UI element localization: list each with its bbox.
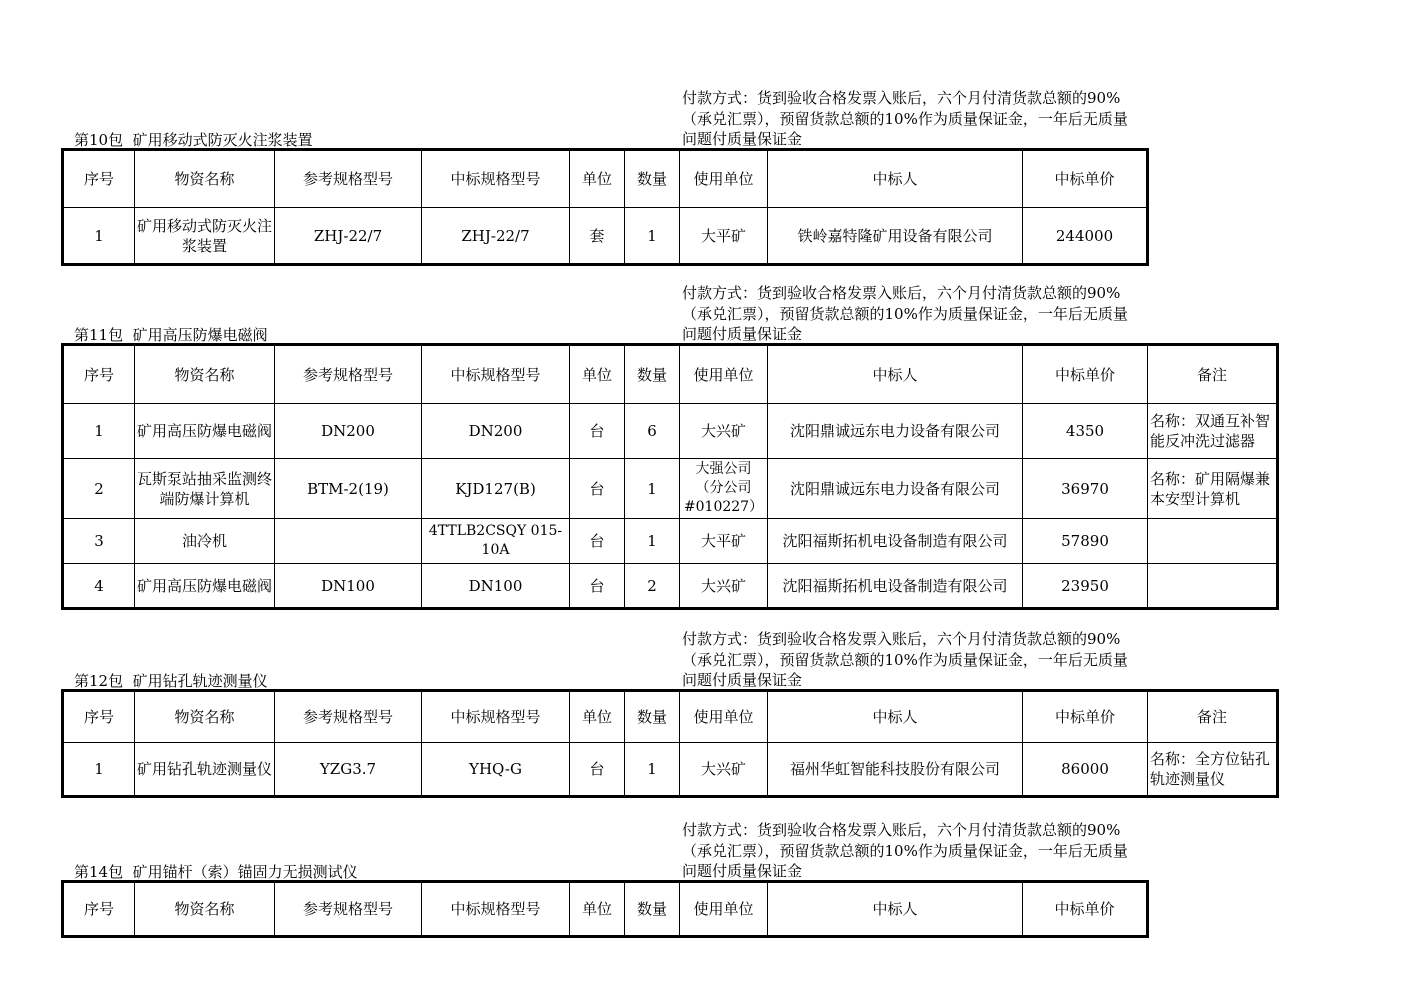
cell-qty: 6 [625, 404, 680, 459]
cell-user: 大强公司（分公司#010227） [680, 459, 768, 519]
header-cell: 数量 [625, 691, 680, 743]
cell-remark [1148, 564, 1278, 609]
cell-user: 大平矿 [680, 519, 768, 564]
header-cell: 中标规格型号 [422, 882, 570, 937]
cell-winner: 沈阳福斯拓机电设备制造有限公司 [768, 519, 1023, 564]
cell-unit: 台 [570, 404, 625, 459]
cell-qty: 1 [625, 208, 680, 265]
header-cell: 中标人 [768, 882, 1023, 937]
cell-unit: 套 [570, 208, 625, 265]
cell-bid-spec: DN200 [422, 404, 570, 459]
cell-qty: 1 [625, 459, 680, 519]
cell-no: 2 [63, 459, 135, 519]
section-title: 第12包 矿用钻孔轨迹测量仪 [74, 672, 268, 690]
cell-price: 86000 [1023, 743, 1148, 797]
payment-terms: 付款方式：货到验收合格发票入账后，六个月付清货款总额的90%（承兑汇票），预留货款总额的10%作为质量保证金，一年后无质量问题付质量保证金 [682, 630, 1128, 689]
cell-bid-spec: 4TTLB2CSQY 015-10A [422, 519, 570, 564]
header-cell: 数量 [625, 150, 680, 208]
cell-price: 4350 [1023, 404, 1148, 459]
cell-ref-spec: YZG3.7 [275, 743, 422, 797]
header-cell: 序号 [63, 691, 135, 743]
header-cell: 中标单价 [1023, 691, 1148, 743]
section-title: 第11包 矿用高压防爆电磁阀 [74, 326, 268, 344]
cell-user: 大兴矿 [680, 564, 768, 609]
cell-unit: 台 [570, 519, 625, 564]
cell-bid-spec: ZHJ-22/7 [422, 208, 570, 265]
table-row [63, 743, 1278, 797]
cell-no: 1 [63, 743, 135, 797]
cell-price: 36970 [1023, 459, 1148, 519]
cell-remark: 名称：矿用隔爆兼本安型计算机 [1148, 459, 1278, 519]
header-cell: 单位 [570, 150, 625, 208]
header-cell: 物资名称 [135, 150, 275, 208]
header-cell: 参考规格型号 [275, 150, 422, 208]
header-cell: 中标单价 [1023, 345, 1148, 404]
cell-user: 大兴矿 [680, 743, 768, 797]
header-cell: 序号 [63, 345, 135, 404]
cell-user: 大平矿 [680, 208, 768, 265]
header-cell: 中标单价 [1023, 150, 1148, 208]
cell-winner: 沈阳福斯拓机电设备制造有限公司 [768, 564, 1023, 609]
header-cell: 序号 [63, 150, 135, 208]
cell-no: 1 [63, 208, 135, 265]
header-cell: 备注 [1148, 345, 1278, 404]
payment-terms: 付款方式：货到验收合格发票入账后，六个月付清货款总额的90%（承兑汇票），预留货款总额的10%作为质量保证金，一年后无质量问题付质量保证金 [682, 284, 1128, 343]
cell-name: 油冷机 [135, 519, 275, 564]
cell-ref-spec: DN200 [275, 404, 422, 459]
cell-ref-spec: DN100 [275, 564, 422, 609]
cell-unit: 台 [570, 743, 625, 797]
header-cell: 单位 [570, 345, 625, 404]
cell-user: 大兴矿 [680, 404, 768, 459]
header-cell: 使用单位 [680, 691, 768, 743]
cell-name: 瓦斯泵站抽采监测终端防爆计算机 [135, 459, 275, 519]
payment-terms: 付款方式：货到验收合格发票入账后，六个月付清货款总额的90%（承兑汇票），预留货款总额的10%作为质量保证金，一年后无质量问题付质量保证金 [682, 821, 1128, 880]
cell-name: 矿用移动式防灭火注浆装置 [135, 208, 275, 265]
section-title: 第14包 矿用锚杆（索）锚固力无损测试仪 [74, 863, 358, 881]
header-cell: 备注 [1148, 691, 1278, 743]
cell-ref-spec: ZHJ-22/7 [275, 208, 422, 265]
cell-qty: 1 [625, 519, 680, 564]
table-row [63, 208, 1148, 265]
cell-winner: 沈阳鼎诚远东电力设备有限公司 [768, 404, 1023, 459]
cell-name: 矿用高压防爆电磁阀 [135, 564, 275, 609]
header-row [63, 345, 1278, 404]
header-row [63, 882, 1148, 937]
header-cell: 参考规格型号 [275, 691, 422, 743]
cell-name: 矿用高压防爆电磁阀 [135, 404, 275, 459]
header-cell: 参考规格型号 [275, 345, 422, 404]
header-cell: 参考规格型号 [275, 882, 422, 937]
cell-no: 3 [63, 519, 135, 564]
bid-table [61, 880, 1149, 938]
table-row [63, 519, 1278, 564]
header-row [63, 691, 1278, 743]
cell-price: 23950 [1023, 564, 1148, 609]
cell-unit: 台 [570, 564, 625, 609]
cell-ref-spec: BTM-2(19) [275, 459, 422, 519]
header-cell: 中标规格型号 [422, 691, 570, 743]
cell-price: 244000 [1023, 208, 1148, 265]
header-cell: 中标人 [768, 691, 1023, 743]
table-row [63, 564, 1278, 609]
bid-table [61, 148, 1149, 266]
header-cell: 物资名称 [135, 882, 275, 937]
header-cell: 中标人 [768, 345, 1023, 404]
table-row [63, 459, 1278, 519]
cell-bid-spec: KJD127(B) [422, 459, 570, 519]
cell-bid-spec: YHQ-G [422, 743, 570, 797]
bid-table [61, 343, 1279, 610]
header-cell: 单位 [570, 691, 625, 743]
header-cell: 数量 [625, 882, 680, 937]
cell-winner: 福州华虹智能科技股份有限公司 [768, 743, 1023, 797]
header-cell: 序号 [63, 882, 135, 937]
cell-ref-spec [275, 519, 422, 564]
cell-price: 57890 [1023, 519, 1148, 564]
header-cell: 中标人 [768, 150, 1023, 208]
cell-remark [1148, 519, 1278, 564]
header-cell: 中标规格型号 [422, 345, 570, 404]
header-cell: 数量 [625, 345, 680, 404]
cell-no: 1 [63, 404, 135, 459]
cell-qty: 2 [625, 564, 680, 609]
payment-terms: 付款方式：货到验收合格发票入账后，六个月付清货款总额的90%（承兑汇票），预留货款总额的10%作为质量保证金，一年后无质量问题付质量保证金 [682, 89, 1128, 148]
header-cell: 单位 [570, 882, 625, 937]
header-cell: 使用单位 [680, 345, 768, 404]
cell-winner: 铁岭嘉特隆矿用设备有限公司 [768, 208, 1023, 265]
header-cell: 使用单位 [680, 150, 768, 208]
header-cell: 使用单位 [680, 882, 768, 937]
cell-no: 4 [63, 564, 135, 609]
table-row [63, 404, 1278, 459]
section-title: 第10包 矿用移动式防灭火注浆装置 [74, 131, 313, 149]
header-cell: 中标规格型号 [422, 150, 570, 208]
header-cell: 中标单价 [1023, 882, 1148, 937]
cell-remark: 名称：全方位钻孔轨迹测量仪 [1148, 743, 1278, 797]
bid-table [61, 689, 1279, 798]
header-cell: 物资名称 [135, 345, 275, 404]
header-row [63, 150, 1148, 208]
cell-bid-spec: DN100 [422, 564, 570, 609]
cell-winner: 沈阳鼎诚远东电力设备有限公司 [768, 459, 1023, 519]
cell-remark: 名称：双通互补智能反冲洗过滤器 [1148, 404, 1278, 459]
cell-name: 矿用钻孔轨迹测量仪 [135, 743, 275, 797]
cell-unit: 台 [570, 459, 625, 519]
header-cell: 物资名称 [135, 691, 275, 743]
cell-qty: 1 [625, 743, 680, 797]
